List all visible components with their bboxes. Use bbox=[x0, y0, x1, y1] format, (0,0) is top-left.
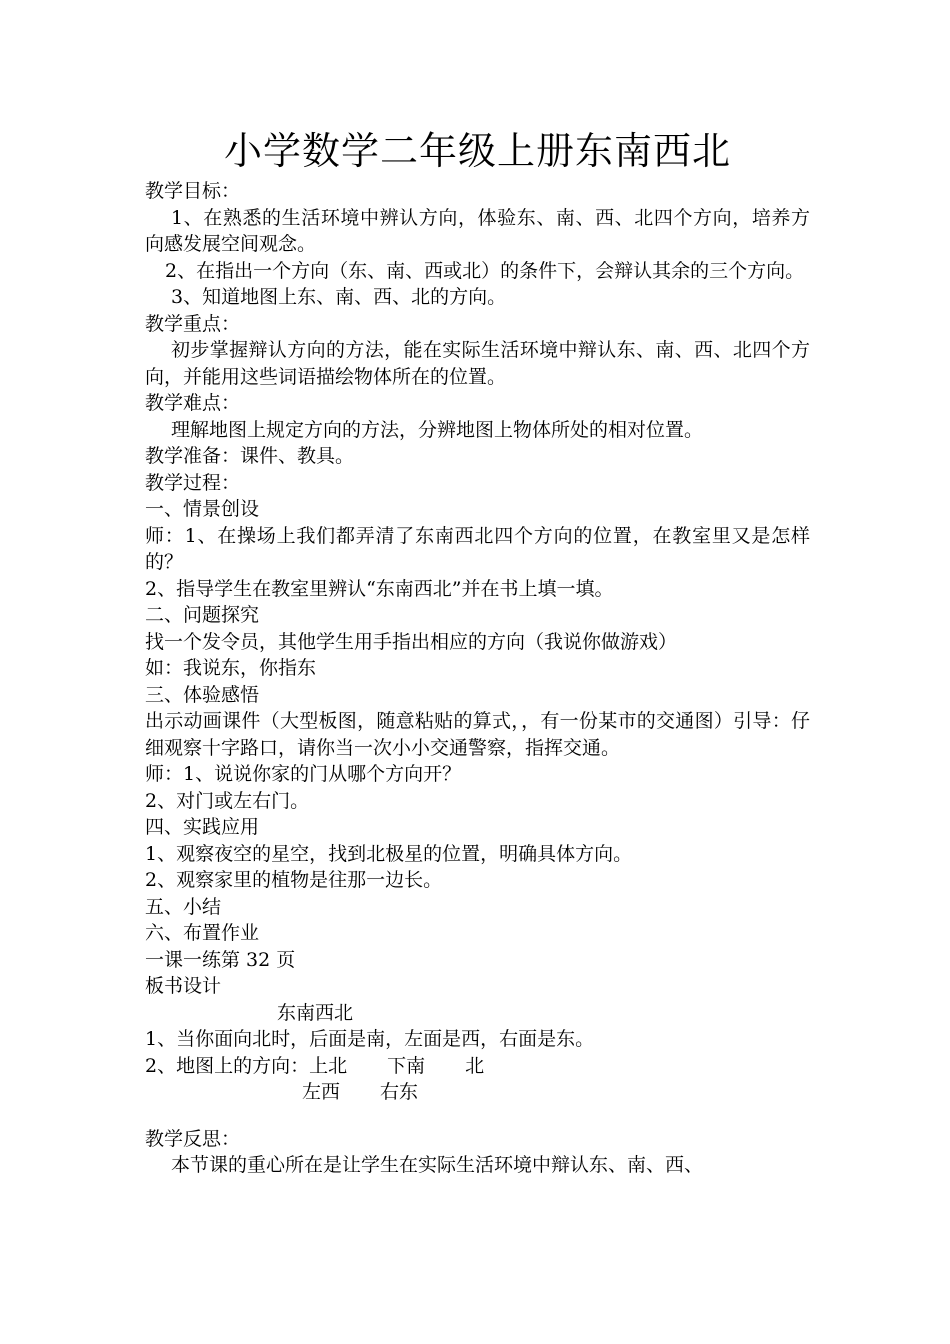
up-north-label: 上北 bbox=[309, 1054, 348, 1077]
document-title: 小学数学二年级上册东南西北 bbox=[223, 129, 731, 173]
difficulties-heading: 教学难点： bbox=[145, 392, 241, 414]
board-line-3 bbox=[145, 1079, 810, 1106]
section-1-heading: 一、情景创设 bbox=[145, 498, 260, 520]
board-line-2 bbox=[145, 1053, 810, 1080]
right-east-label: 右东 bbox=[380, 1081, 419, 1103]
section-1-paragraph-1: 师：1、在操场上我们都弄清了东南西北四个方向的位置，在教室里又是怎样的？ bbox=[145, 524, 810, 573]
reflection-text: 本节课的重心所在是让学生在实际生活环境中辩认东、南、西、 bbox=[171, 1154, 704, 1176]
left-west-label: 左西 bbox=[302, 1081, 341, 1103]
goal-item-1: 1、在熟悉的生活环境中辨认方向，体验东、南、西、北四个方向，培养方向感发展空间观念。 bbox=[145, 206, 810, 255]
goals-heading: 教学目标： bbox=[145, 180, 241, 202]
key-points-heading: 教学重点： bbox=[145, 312, 241, 335]
section-4-heading: 四、实践应用 bbox=[145, 816, 260, 838]
section-2-heading: 二、问题探究 bbox=[145, 604, 260, 626]
section-4-paragraph-2: 2、观察家里的植物是往那一边长。 bbox=[145, 869, 443, 891]
key-points-text: 初步掌握辩认方向的方法，能在实际生活环境中辩认东、南、西、北四个方向，并能用这些词语描绘物体所在的位置。 bbox=[145, 339, 810, 388]
process-heading: 教学过程： bbox=[145, 471, 241, 494]
goal-item-3: 3、知道地图上东、南、西、北的方向。 bbox=[171, 286, 507, 308]
section-2-paragraph-2: 如：我说东，你指东 bbox=[145, 657, 317, 679]
preparation-line: 教学准备：课件、教具。 bbox=[145, 445, 355, 467]
board-line-2-label: 2、地图上的方向： bbox=[145, 1054, 310, 1077]
document-page bbox=[145, 128, 810, 1179]
north-end-label: 北 bbox=[465, 1054, 485, 1077]
board-line-1: 1、当你面向北时，后面是南，左面是西，右面是东。 bbox=[145, 1028, 595, 1050]
section-1-paragraph-2: 2、指导学生在教室里辨认“东南西北”并在书上填一填。 bbox=[145, 577, 614, 600]
reflection-heading: 教学反思： bbox=[145, 1127, 241, 1150]
section-5-heading: 五、小结 bbox=[145, 895, 222, 918]
section-2-paragraph-1: 找一个发令员，其他学生用手指出相应的方向（我说你做游戏） bbox=[145, 630, 678, 653]
section-6-heading: 六、布置作业 bbox=[145, 922, 260, 944]
spacer bbox=[145, 1106, 810, 1126]
section-3-heading: 三、体验感悟 bbox=[145, 683, 260, 706]
section-3-paragraph-3: 2、对门或左右门。 bbox=[145, 789, 310, 812]
homework-line: 一课一练第 32 页 bbox=[145, 948, 296, 971]
section-4-paragraph-1: 1、观察夜空的星空，找到北极星的位置，明确具体方向。 bbox=[145, 842, 633, 865]
difficulties-text: 理解地图上规定方向的方法，分辨地图上物体所处的相对位置。 bbox=[171, 418, 704, 441]
board-subtitle: 东南西北 bbox=[277, 1001, 354, 1024]
down-south-label: 下南 bbox=[387, 1054, 426, 1077]
board-design-heading: 板书设计 bbox=[145, 975, 222, 997]
section-3-paragraph-1: 出示动画课件（大型板图，随意粘贴的算式，，有一份某市的交通图）引导：仔细观察十字路口，请你当一次小小交通警察，指挥交通。 bbox=[145, 710, 810, 759]
section-3-paragraph-2: 师：1、说说你家的门从哪个方向开？ bbox=[145, 763, 462, 785]
goal-item-2: 2、在指出一个方向（东、南、西或北）的条件下，会辩认其余的三个方向。 bbox=[165, 259, 805, 282]
